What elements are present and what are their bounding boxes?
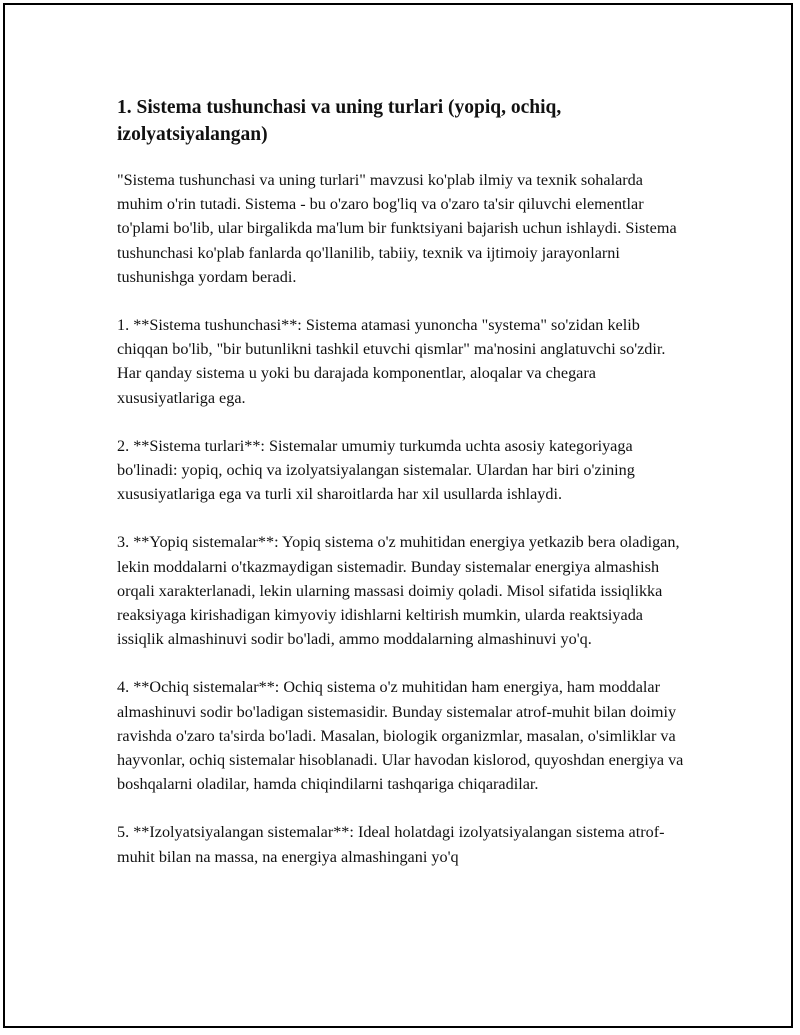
paragraph-sistema-turlari: 2. **Sistema turlari**: Sistemalar umumiy turkumda uchta asosiy kategoriyaga bo'linadi: yopiq, ochiq va izolyatsiyalangan sistemalar. Ulardan har biri o'zining xususiyatlariga ega va turli xil sharoitlarda har xil usullarda ishlaydi. [117,436,635,504]
document-body [117,94,687,893]
intro-paragraph: "Sistema tushunchasi va uning turlari" mavzusi ko'plab ilmiy va texnik sohalarda muhim o'rin tutadi. Sistema - bu o'zaro bog'liq va o'zaro ta'sir qiluvchi elementlar to'plami bo'lib, ular birgalikda ma'lum bir funktsiyani bajarish uchun ishlaydi. Sistema tushunchasi ko'plab fanlarda qo'llanilib, tabiiy, texnik va ijtimoiy jarayonlarni tushunishga yordam beradi. [117,171,677,286]
paragraph-ochiq-sistemalar: 4. **Ochiq sistemalar**: Ochiq sistema o'z muhitidan ham energiya, ham moddalar almashinuvi sodir bo'ladigan sistemasidir. Bunday sistemalar atrof-muhit bilan doimiy ravishda o'zaro ta'sirda bo'ladi. Masalan, biologik organizmlar, masalan, o'simliklar va hayvonlar, ochiq sistemalar hisoblanadi. Ular havodan kislorod, quyoshdan energiya va boshqalarni oladilar, hamda chiqindilarni tashqariga chiqaradilar. [117,678,684,794]
document-title: 1. Sistema tushunchasi va uning turlari (yopiq, ochiq, izolyatsiyalangan) [117,97,562,145]
paragraph-sistema-tushunchasi: 1. **Sistema tushunchasi**: Sistema atamasi yunoncha "systema" so'zidan kelib chiqqan bo'lib, "bir butunlikni tashkil etuvchi qismlar" ma'nosini anglatuvchi so'zdir. Har qanday sistema u yoki bu darajada komponentlar, aloqalar va chegara xususiyatlariga ega. [117,316,666,407]
paragraph-izolyatsiyalangan-sistemalar: 5. **Izolyatsiyalangan sistemalar**: Ideal holatdagi izolyatsiyalangan sistema atrof-muhit bilan na massa, na energiya almashingani yo'q [117,823,665,866]
paragraph-yopiq-sistemalar: 3. **Yopiq sistemalar**: Yopiq sistema o'z muhitidan energiya yetkazib bera oladigan, lekin moddalarni o'tkazmaydigan sistemadir. Bunday sistemalar energiya almashish orqali xarakterlanadi, lekin ularning massasi doimiy qoladi. Misol sifatida issiqlikka reaksiyaga kirishadigan kimyoviy idishlarni keltirish mumkin, ularda reaktsiyada issiqlik almashinuvi sodir bo'ladi, ammo moddalarning almashinuvi yo'q. [117,533,680,649]
